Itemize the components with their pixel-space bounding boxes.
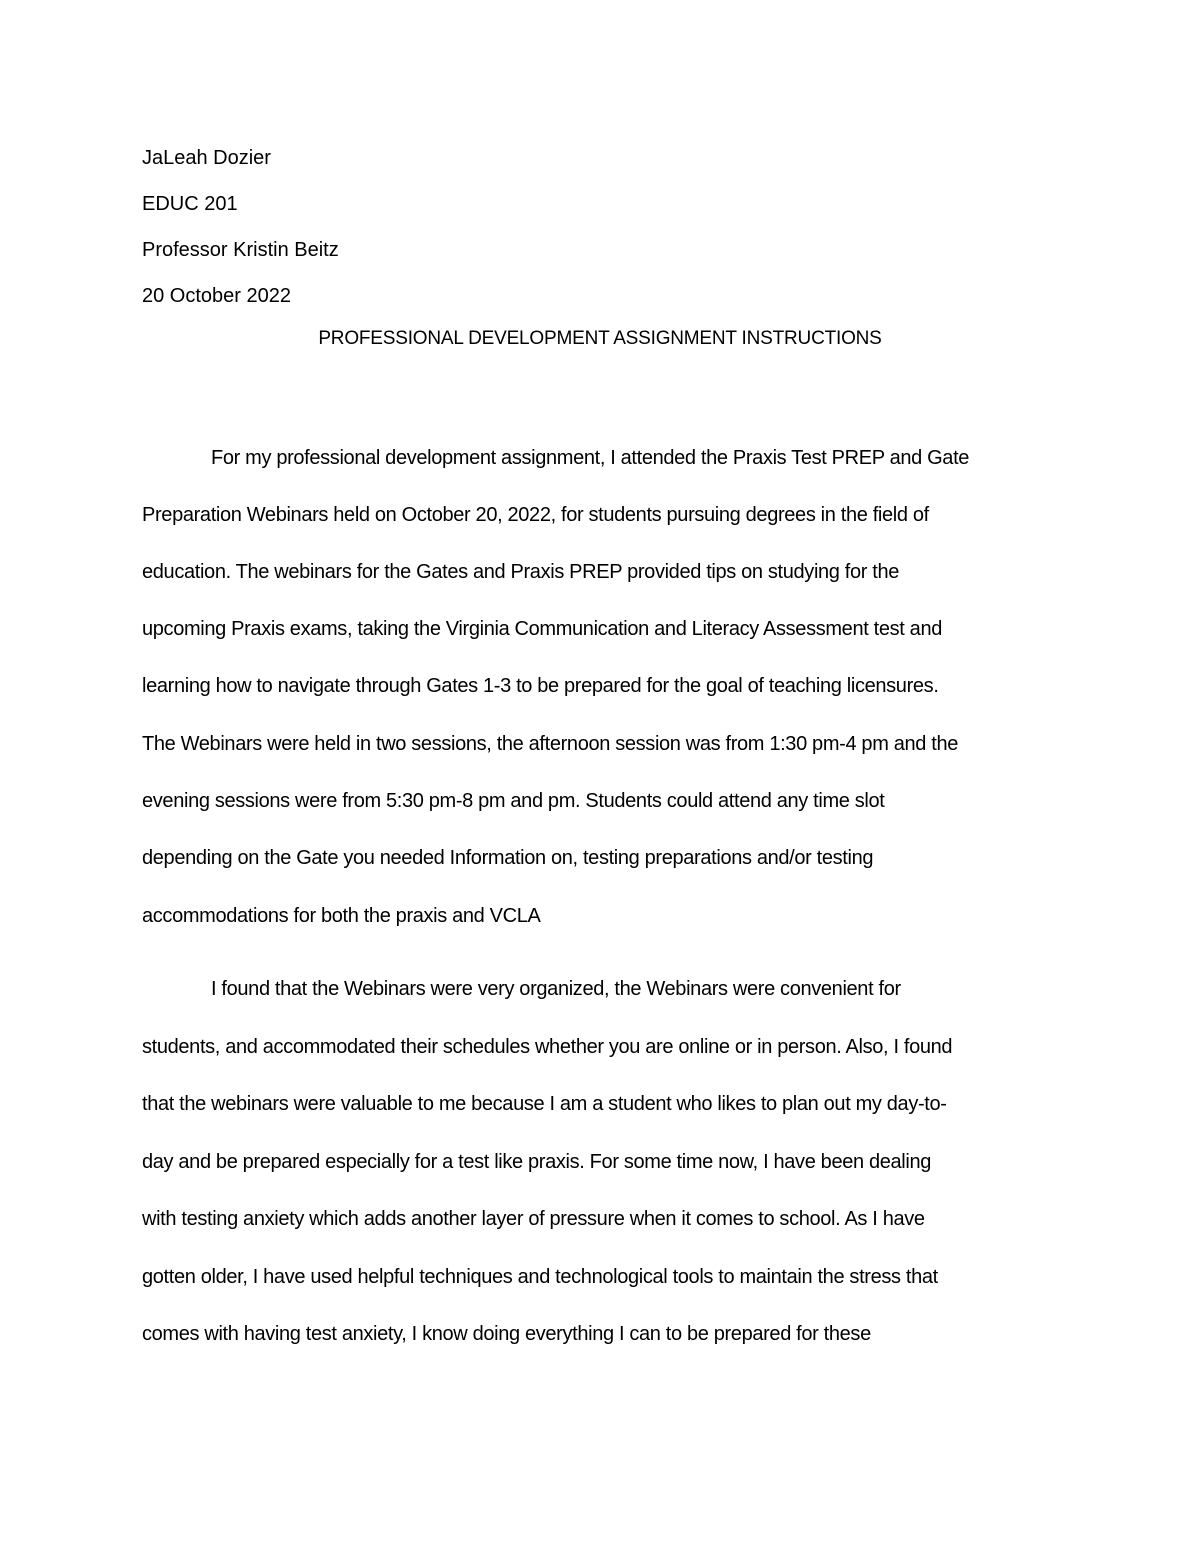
paragraph-line: that the webinars were valuable to me because I am a student who likes to plan out my day-to-	[142, 1093, 947, 1115]
paragraph-line: students, and accommodated their schedules whether you are online or in person. Also, I found	[142, 1036, 953, 1058]
course-code: EDUC 201	[142, 193, 238, 215]
paragraph-line: comes with having test anxiety, I know doing everything I can to be prepared for these	[142, 1323, 871, 1345]
professor-name: Professor Kristin Beitz	[142, 239, 339, 261]
student-name: JaLeah Dozier	[142, 147, 271, 169]
document-date: 20 October 2022	[142, 285, 291, 307]
paragraph-line: I found that the Webinars were very organized, the Webinars were convenient for	[211, 978, 901, 1000]
document-title: PROFESSIONAL DEVELOPMENT ASSIGNMENT INSTRUCTIONS	[318, 328, 882, 349]
paragraph-line: gotten older, I have used helpful techniques and technological tools to maintain the stress that	[142, 1266, 938, 1288]
paragraph-line: Preparation Webinars held on October 20, 2022, for students pursuing degrees in the field of	[142, 504, 929, 526]
paragraph-line: learning how to navigate through Gates 1-3 to be prepared for the goal of teaching licensures.	[142, 675, 939, 697]
paragraph-line: depending on the Gate you needed Information on, testing preparations and/or testing	[142, 847, 874, 869]
paragraph-line: The Webinars were held in two sessions, the afternoon session was from 1:30 pm-4 pm and the	[142, 733, 958, 755]
paragraph-line: accommodations for both the praxis and VCLA	[142, 905, 541, 927]
paragraph-line: For my professional development assignment, I attended the Praxis Test PREP and Gate	[211, 447, 970, 469]
paragraph-line: education. The webinars for the Gates and Praxis PREP provided tips on studying for the	[142, 561, 900, 583]
paragraph-line: day and be prepared especially for a test like praxis. For some time now, I have been dealing	[142, 1151, 932, 1173]
paragraph-line: upcoming Praxis exams, taking the Virginia Communication and Literacy Assessment test and	[142, 618, 943, 640]
paragraph-line: evening sessions were from 5:30 pm-8 pm and pm. Students could attend any time slot	[142, 790, 885, 812]
paragraph-line: with testing anxiety which adds another layer of pressure when it comes to school. As I have	[142, 1208, 925, 1230]
